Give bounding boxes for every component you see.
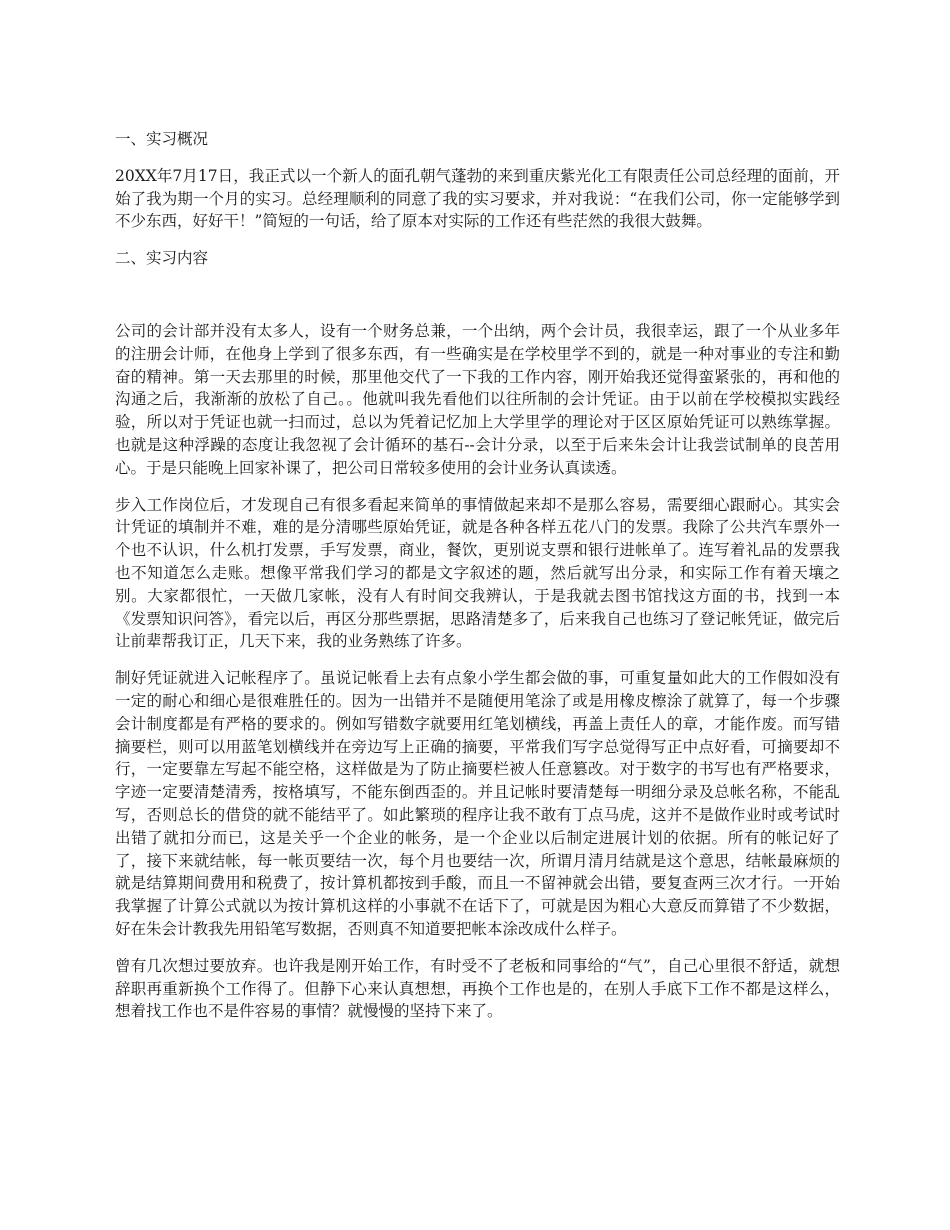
paragraph-content-2: 步入工作岗位后，才发现自己有很多看起来简单的事情做起来却不是那么容易，需要细心跟耐心。其实会计凭证的填制并不难，难的是分清哪些原始凭证，就是各种各样五花八门的发票。我除了公共汽车票外一个也不认识，什么机打发票，手写发票，商业，餐饮，更别说支票和银行进帐单了。连写着礼品的发票我也不知道怎么走账。想像平常我们学习的都是文字叙述的题，然后就写出分录，和实际工作有着天壤之别。大家都很忙，一天做几家帐，没有人有时间交我辨认，于是我就去图书馆找这方面的书，找到一本《发票知识问答》，看完以后，再区分那些票据，思路清楚多了，后来我自己也练习了登记帐凭证，做完后让前辈帮我订正，几天下来，我的业务熟练了许多。 <box>115 495 840 651</box>
paragraph-content-1: 公司的会计部并没有太多人，设有一个财务总兼，一个出纳，两个会计员，我很幸运，跟了一个从业多年的注册会计师，在他身上学到了很多东西，有一些确实是在学校里学不到的，就是一种对事业的专注和勤奋的精神。第一天去那里的时候，那里他交代了一下我的工作内容，刚开始我还觉得蛮紧张的，再和他的沟通之后，我渐渐的放松了自己。。他就叫我先看他们以往所制的会计凭证。由于以前在学校模拟实践经验，所以对于凭证也就一扫而过，总以为凭着记忆加上大学里学的理论对于区区原始凭证可以熟练掌握。也就是这种浮躁的态度让我忽视了会计循环的基石--会计分录，以至于后来朱会计让我尝试制单的良苦用心。于是只能晚上回家补课了，把公司日常较多使用的会计业务认真读透。 <box>115 321 840 477</box>
section-heading-content: 二、实习内容 <box>115 249 209 268</box>
paragraph-overview: 20XX年7月17日，我正式以一个新人的面孔朝气蓬勃的来到重庆紫光化工有限责任公司总经理的面前，开始了我为期一个月的实习。总经理顺利的同意了我的实习要求，并对我说：“在我们公司，你一定能够学到不少东西，好好干！”简短的一句话，给了原本对实际的工作还有些茫然的我很大鼓舞。 <box>115 166 840 231</box>
document-page <box>115 128 840 1023</box>
paragraph-content-3: 制好凭证就进入记帐程序了。虽说记帐看上去有点象小学生都会做的事，可重复量如此大的工作假如没有一定的耐心和细心是很难胜任的。因为一出错并不是随便用笔涂了或是用橡皮檫涂了就算了，每一个步骤会计制度都是有严格的要求的。例如写错数字就要用红笔划横线，再盖上责任人的章，才能作废。而写错摘要栏，则可以用蓝笔划横线并在旁边写上正确的摘要，平常我们写字总觉得写正中点好看，可摘要却不行，一定要靠左写起不能空格，这样做是为了防止摘要栏被人任意篡改。对于数字的书写也有严格要求，字迹一定要清楚清秀，按格填写，不能东倒西歪的。并且记帐时要清楚每一明细分录及总帐名称，不能乱写，否则总长的借贷的就不能结平了。如此繁琐的程序让我不敢有丁点马虎，这并不是做作业时或考试时出错了就扣分而已，这是关乎一个企业的帐务，是一个企业以后制定进展计划的依据。所有的帐记好了了，接下来就结帐，每一帐页要结一次，每个月也要结一次，所谓月清月结就是这个意思，结帐最麻烦的就是结算期间费用和税费了，按计算机都按到手酸，而且一不留神就会出错，要复查两三次才行。一开始我掌握了计算公式就以为按计算机这样的小事就不在话下了，可就是因为粗心大意反而算错了不少数据，好在朱会计教我先用铅笔写数据，否则真不知道要把帐本涂改成什么样子。 <box>115 669 840 938</box>
paragraph-content-4: 曾有几次想过要放弃。也许我是刚开始工作，有时受不了老板和同事给的“气”，自己心里很不舒适，就想辞职再重新换个工作得了。但静下心来认真想想，再换个工作也是的，在别人手底下工作不都是这样么，想着找工作也不是件容易的事情？就慢慢的坚持下来了。 <box>115 956 840 1021</box>
section-heading-overview: 一、实习概况 <box>115 130 209 148</box>
